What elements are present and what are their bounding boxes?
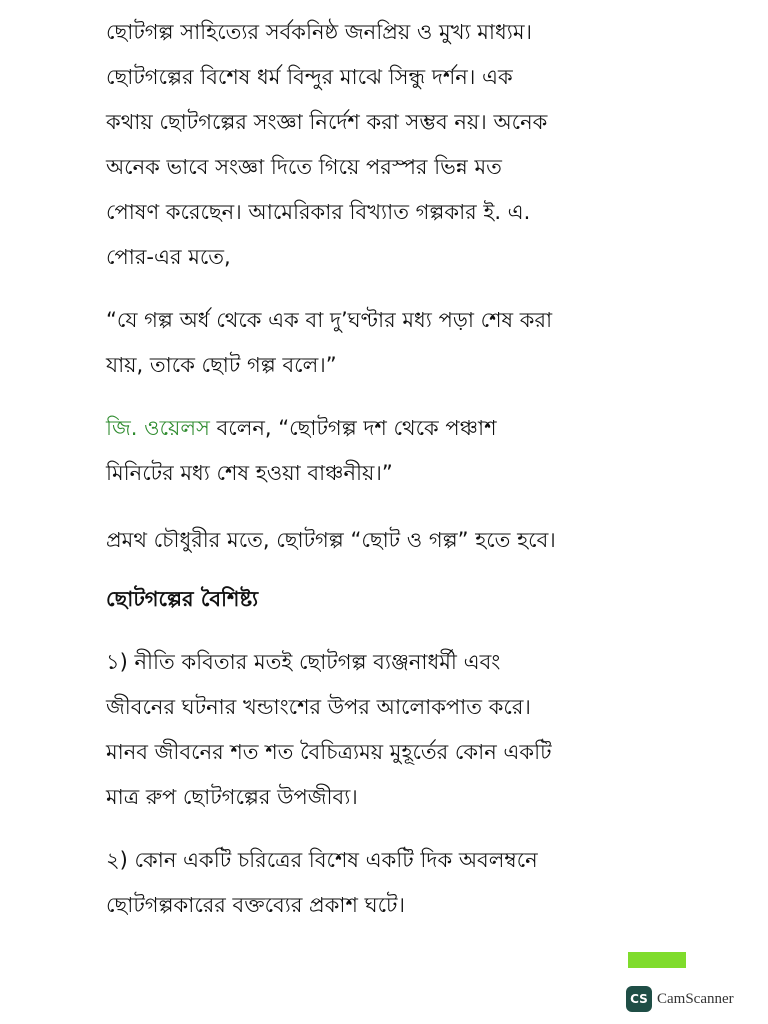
poe-quote — [106, 298, 706, 388]
camscanner-logo-icon: CS — [626, 986, 652, 1012]
text-line: প্রমথ চৌধুরীর মতে, ছোটগল্প “ছোট ও গল্প” হতে হবে। — [106, 528, 556, 552]
text-line: ছোটগল্প সাহিত্যের সর্বকনিষ্ঠ জনপ্রিয় ও মুখ্য মাধ্যম। — [106, 20, 533, 44]
text-line: কথায় ছোটগল্পের সংজ্ঞা নির্দেশ করা সম্ভব নয়। অনেক — [106, 110, 548, 134]
point-one — [106, 640, 706, 820]
document-body — [106, 10, 706, 928]
text-line: পোষণ করেছেন। আমেরিকার বিখ্যাত গল্পকার ই. এ. — [106, 200, 531, 224]
camscanner-watermark — [626, 986, 734, 1012]
text-line — [106, 406, 706, 451]
author-name: জি. ওয়েলস — [106, 416, 210, 440]
text-line: মিনিটের মধ্য শেষ হওয়া বাঞ্চনীয়।” — [106, 461, 393, 485]
text-line: “যে গল্প অর্ধ থেকে এক বা দু’ঘণ্টার মধ্য পড়া শেষ করা — [106, 308, 553, 332]
text-line: ১) নীতি কবিতার মতই ছোটগল্প ব্যঞ্জনাধর্মী এবং — [106, 650, 501, 674]
text-segment: বলেন, “ছোটগল্প দশ থেকে পঞ্চাশ — [209, 416, 497, 440]
text-line: জীবনের ঘটনার খন্ডাংশের উপর আলোকপাত করে। — [106, 695, 531, 719]
text-line: মানব জীবনের শত শত বৈচিত্র্যময় মুহূর্তের কোন একটি — [106, 740, 552, 764]
section-heading: ছোটগল্পের বৈশিষ্ট্য — [106, 587, 259, 611]
text-line: যায়, তাকে ছোট গল্প বলে।” — [106, 353, 337, 377]
text-line: ছোটগল্পের বিশেষ ধর্ম বিন্দুর মাঝে সিন্ধু দর্শন। এক — [106, 65, 513, 89]
green-highlight-block — [628, 952, 686, 968]
wells-quote — [106, 406, 706, 496]
point-two — [106, 838, 706, 928]
text-line: পোর-এর মতে, — [106, 245, 231, 269]
pramatha-quote — [106, 518, 706, 563]
intro-paragraph — [106, 10, 706, 280]
camscanner-brand-text: CamScanner — [657, 990, 734, 1007]
text-line: ছোটগল্পকারের বক্তব্যের প্রকাশ ঘটে। — [106, 893, 405, 917]
text-line: অনেক ভাবে সংজ্ঞা দিতে গিয়ে পরস্পর ভিন্ন মত — [106, 155, 502, 179]
text-line: মাত্র রুপ ছোটগল্পের উপজীব্য। — [106, 785, 358, 809]
text-line: ২) কোন একটি চরিত্রের বিশেষ একটি দিক অবলম্বনে — [106, 848, 538, 872]
